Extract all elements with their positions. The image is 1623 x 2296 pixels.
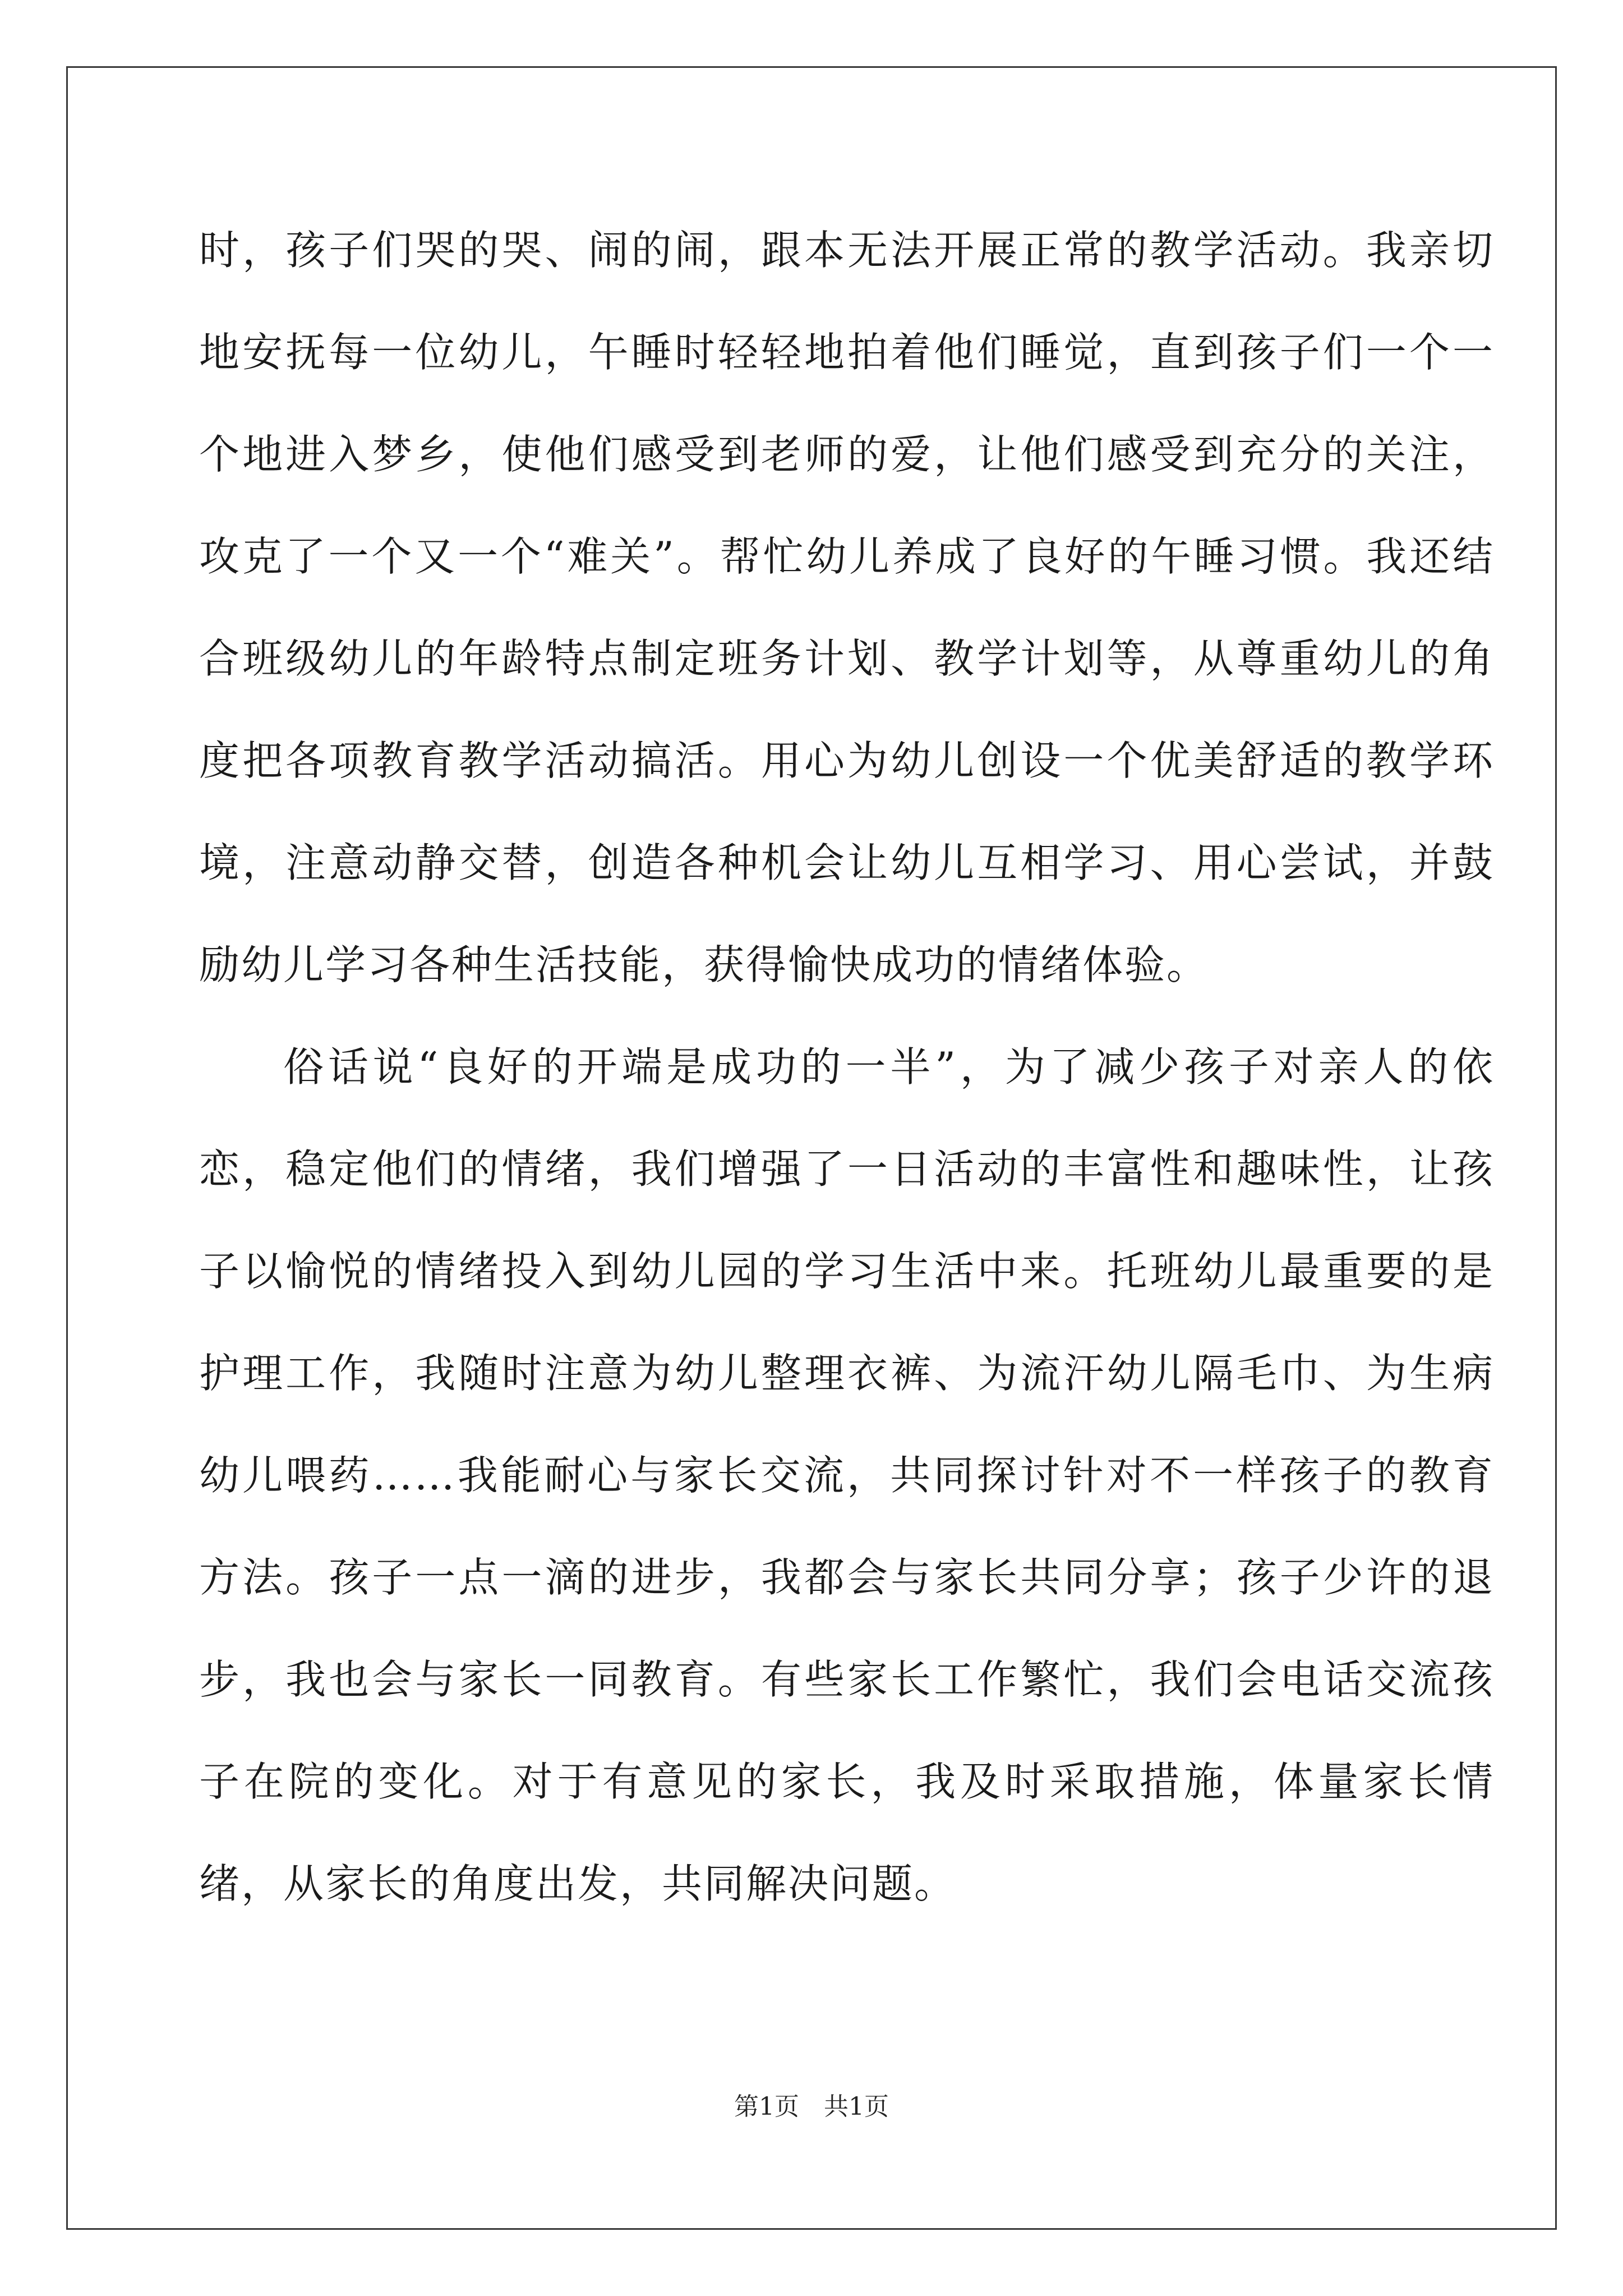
paragraph: 俗话说“良好的开端是成功的一半”，为了减少孩子对亲人的依恋，稳定他们的情绪，我们增强了一日活动的丰富性和趣味性，让孩子以愉悦的情绪投入到幼儿园的学习生活中来。托班幼儿最重要的是护理工作，我随时注意为幼儿整理衣裤、为流汗幼儿隔毛巾、为生病幼儿喂药……我能耐心与家长交流，共同探讨针对不一样孩子的教育方法。孩子一点一滴的进步，我都会与家长共同分享；孩子少许的退步，我也会与家长一同教育。有些家长工作繁忙，我们会电话交流孩子在院的变化。对于有意见的家长，我及时采取措施，体量家长情绪，从家长的角度出发，共同解决问题。 xyxy=(199,1043,1495,1907)
document-body xyxy=(199,199,1495,1935)
page-number: 第1页 共1页 xyxy=(734,2092,889,2121)
paragraph-continued: 时，孩子们哭的哭、闹的闹，跟本无法开展正常的教学活动。我亲切地安抚每一位幼儿，午睡时轻轻地拍着他们睡觉，直到孩子们一个一个地进入梦乡，使他们感受到老师的爱，让他们感受到充分的关注，攻克了一个又一个“难关”。帮忙幼儿养成了良好的午睡习惯。我还结合班级幼儿的年龄特点制定班务计划、教学计划等，从尊重幼儿的角度把各项教育教学活动搞活。用心为幼儿创设一个优美舒适的教学环境，注意动静交替，创造各种机会让幼儿互相学习、用心尝试，并鼓励幼儿学习各种生活技能，获得愉快成功的情绪体验。 xyxy=(199,227,1495,988)
